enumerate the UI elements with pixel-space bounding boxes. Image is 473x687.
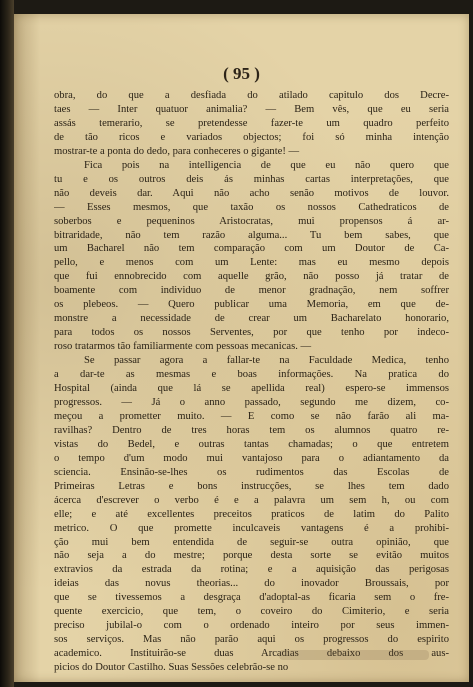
text-line: meçou a prometter muito. — E como se não farão ali ma-: [54, 410, 449, 422]
text-line: obra, do que a desfiada do atilado capitulo dos Decre-: [54, 90, 449, 101]
text-line: quente exercicio, que tem, o coveiro do Cimiterio, e seria: [54, 606, 449, 618]
text-line: não seja a do mestre; porque desta sorte se evitão muitos: [54, 550, 449, 562]
text-line: a dar-te as mesmas e boas informações. Na pratica do: [54, 369, 449, 381]
text-line: soberbos e pequeninos Aristocratas, mui propensos á ar-: [54, 215, 449, 227]
text-line: para todos os nossos Serventes, por que tenho por indeco-: [54, 327, 449, 339]
text-line: não deveis dar. Aqui não acho senão motivos de louvor.: [54, 187, 449, 199]
text-line: de tão ricos e variados objectos; foi só minha intenção: [54, 131, 449, 143]
text-line: sciencia. Ensinão-se-lhes os rudimentos das Escolas de: [54, 466, 449, 478]
text-line: os plebeos. — Quero publicar uma Memoria, em que de-: [54, 299, 449, 311]
text-line: pello, e menos com um Lente: mas eu mesmo depois: [54, 257, 449, 269]
body-text: [54, 89, 449, 675]
text-line: vistas do Bedel, e outras tantas chamadas; o que entretem: [54, 438, 449, 450]
faded-catchword: [279, 650, 429, 660]
text-line: assás temerario, se pretendesse fazer-te um quadro perfeito: [54, 117, 449, 129]
text-line: ácerca d'escrever o verbo é e a palavra um sem h, ou com: [54, 494, 449, 506]
text-line: Fica pois na intelligencia de que eu não quero que: [84, 159, 449, 171]
text-line: — Esses mesmos, que taxão os nossos Cathedraticos de: [54, 201, 449, 213]
text-line: preciso jubilal-o com o ordenado inteiro por seus immen-: [54, 620, 449, 632]
text-line: elle; e até excellentes preceitos praticos de latim do Palito: [54, 508, 449, 520]
text-line: Hospital (ainda que lá se apellida real) espero-se immensos: [54, 383, 449, 395]
text-line: progressos. — Já o anno passado, segundo me dizem, co-: [54, 396, 449, 408]
text-line: academico. Instituirão-se duas Arcadias debaixo dos aus-: [54, 648, 449, 660]
text-line: extravios da estrada da rotina; e a aquisição das perigosas: [54, 564, 449, 576]
text-line: monstre a necessidade de crear um Bacharelato honorario,: [54, 313, 449, 325]
text-line: ção mui bem entendida de seguir-se outra opinião, que: [54, 536, 449, 548]
text-line: Se passar agora a fallar-te na Faculdade Medica, tenho: [84, 355, 449, 367]
page-number: ( 95 ): [223, 64, 260, 83]
text-line: ravilhas? Dentro de tres horas tem os alumnos quatro re-: [54, 424, 449, 436]
text-line: um Bacharel não tem comparação com um Doutor de Ca-: [54, 243, 449, 255]
text-line: que se tivessemos a desgraça d'adoptal-as ficaria sem o fre-: [54, 592, 449, 604]
text-line: boamente com individuo de menor gradnação, nem soffrer: [54, 285, 449, 297]
text-line: tu e os outros deis ás minhas cartas interpretações, que: [54, 173, 449, 185]
text-line: ideias das novus theorias... do inovador Broussais, por: [54, 578, 449, 590]
text-line: que fui ennobrecido com aquelle grão, não posso já tratar de: [54, 271, 449, 283]
book-binding-shadow: [0, 0, 14, 687]
text-line: mostrar-te a ponta do dedo, para conheceres o gigante! —: [54, 145, 300, 157]
text-line: Primeiras Letras e bons instrucções, se lhes tem dado: [54, 480, 449, 492]
text-line: o tempo d'um modo mui vantajoso para o adiantamento da: [54, 452, 449, 464]
text-line: metrico. O que promette inculcaveis vantagens é a prohibi-: [54, 522, 449, 534]
book-page: [14, 14, 469, 682]
text-line: picios do Doutor Castilho. Suas Sessões celebrão-se no: [54, 662, 289, 674]
text-line: roso tratarmos tão familiarmente com pessoas mecanicas. —: [54, 341, 312, 353]
text-line: taes — Inter quatuor animalia? — Bem vês, que eu seria: [54, 103, 449, 115]
text-line: sos serviços. Mas não parão aqui os progressos do espirito: [54, 634, 449, 646]
text-line: bitraridade, não tem razão alguma... Tu bem sabes, que: [54, 229, 449, 241]
